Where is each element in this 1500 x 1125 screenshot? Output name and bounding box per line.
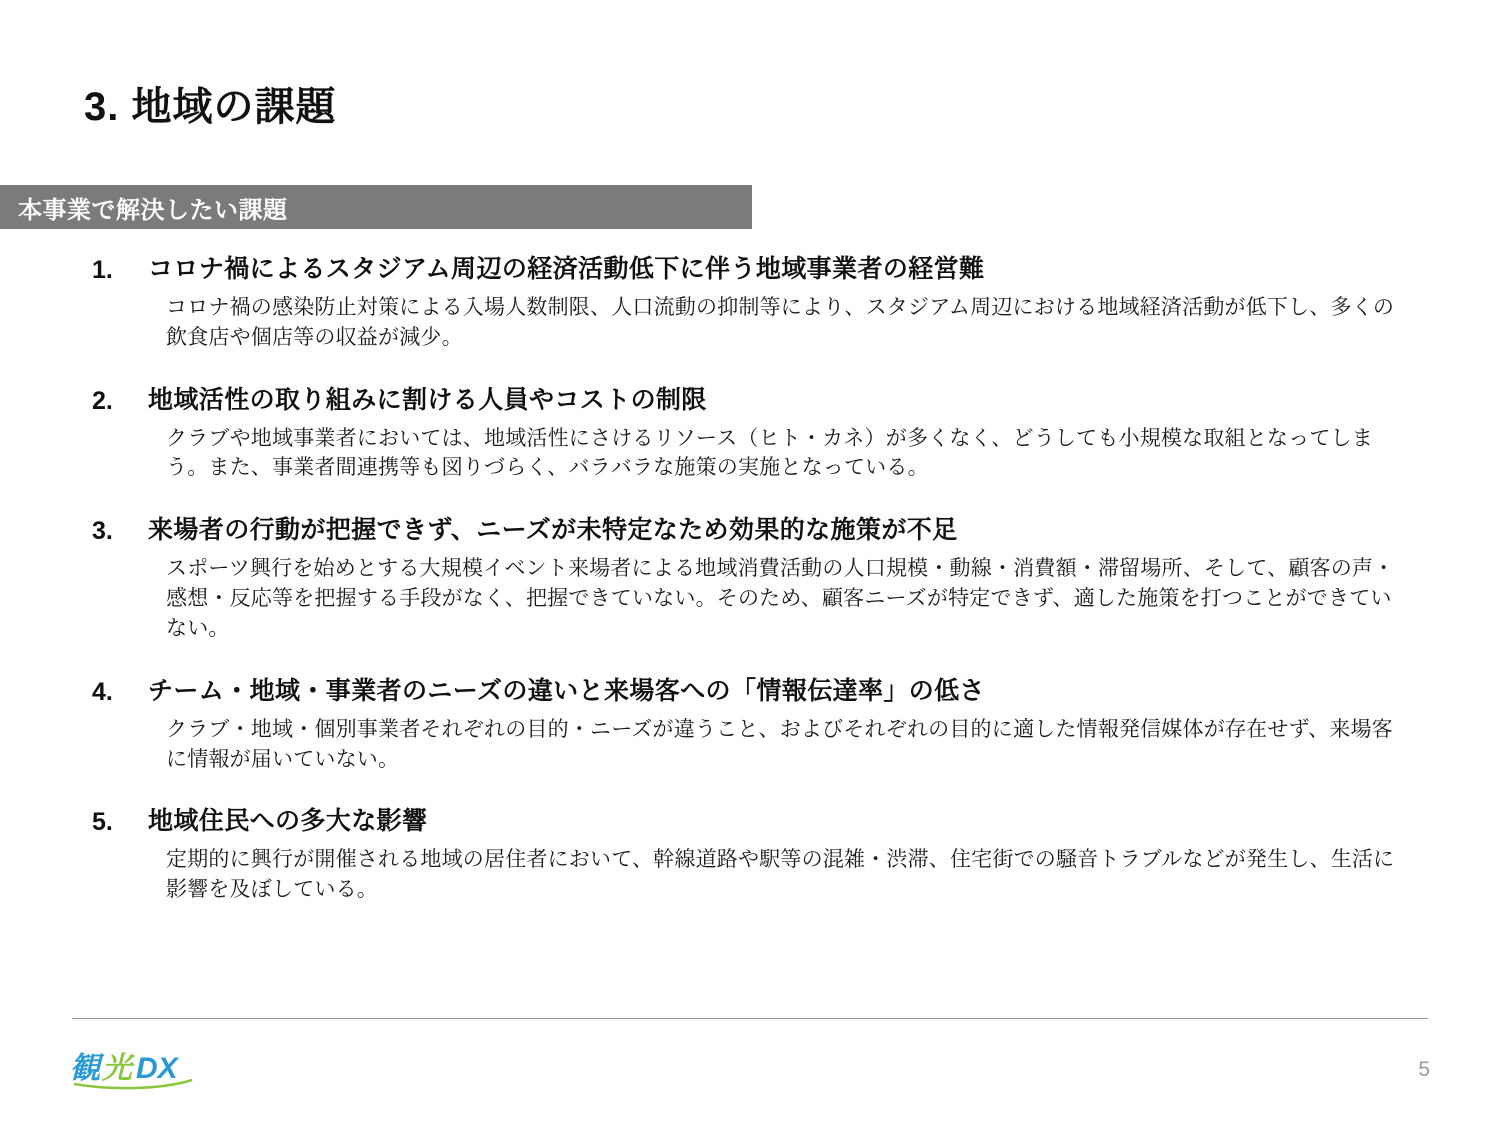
list-item-heading: 地域住民への多大な影響 <box>148 807 428 836</box>
list-item-body <box>148 674 1412 775</box>
section-band <box>0 185 752 229</box>
svg-text:観: 観 <box>70 1052 100 1085</box>
issue-list <box>92 252 1412 935</box>
list-item <box>92 383 1412 484</box>
list-item-description: コロナ禍の感染防止対策による入場人数制限、人口流動の抑制等により、スタジアム周辺における地域経済活動が低下し、多くの飲食店や個店等の収益が減少。 <box>166 296 1395 349</box>
section-band-label: 本事業で解決したい課題 <box>18 196 288 224</box>
list-item-description: クラブ・地域・個別事業者それぞれの目的・ニーズが違うこと、およびそれぞれの目的に適した情報発信媒体が存在せず、来場客に情報が届いていない。 <box>166 717 1393 771</box>
svg-text:DX: DX <box>136 1052 178 1085</box>
list-item <box>92 674 1412 775</box>
list-item-description: スポーツ興行を始めとする大規模イベント来場者による地域消費活動の人口規模・動線・消費額・滞留場所、そして、顧客の声・感想・反応等を把握する手段がなく、把握できていない。そのため、顧客ニーズが特定できず、適した施策を打つことができていない。 <box>166 557 1395 640</box>
list-item <box>92 513 1412 643</box>
list-item-number: 3. <box>92 517 113 546</box>
list-item-body <box>148 252 1412 353</box>
list-item-description: クラブや地域事業者においては、地域活性にさけるリソース（ヒト・カネ）が多くなく、どうしても小規模な取組となってしまう。また、事業者間連携等も図りづらく、バラバラな施策の実施となっている。 <box>166 426 1373 480</box>
page-title: 3. 地域の課題 <box>84 85 337 129</box>
list-item-heading: チーム・地域・事業者のニーズの違いと来場客への「情報伝達率」の低さ <box>148 676 985 705</box>
list-item <box>92 804 1412 905</box>
list-item-number: 5. <box>92 808 113 837</box>
list-item-number: 1. <box>92 256 113 284</box>
kanko-dx-logo <box>70 1044 240 1092</box>
list-item-number: 4. <box>92 677 113 706</box>
page-number: 5 <box>1418 1058 1430 1081</box>
list-item-heading: 来場者の行動が把握できず、ニーズが未特定なため効果的な施策が不足 <box>148 516 958 545</box>
list-item-heading: コロナ禍によるスタジアム周辺の経済活動低下に伴う地域事業者の経営難 <box>148 255 985 283</box>
footer-divider <box>72 1018 1428 1019</box>
list-item-body <box>148 513 1412 643</box>
list-item-number: 2. <box>92 386 113 415</box>
list-item-body <box>148 804 1412 905</box>
list-item-description: 定期的に興行が開催される地域の居住者において、幹線道路や駅等の混雑・渋滞、住宅街での騒音トラブルなどが発生し、生活に影響を及ぼしている。 <box>166 848 1395 902</box>
list-item <box>92 252 1412 353</box>
list-item-heading: 地域活性の取り組みに割ける人員やコストの制限 <box>148 385 707 414</box>
svg-text:光: 光 <box>102 1052 132 1085</box>
list-item-body <box>148 383 1412 484</box>
